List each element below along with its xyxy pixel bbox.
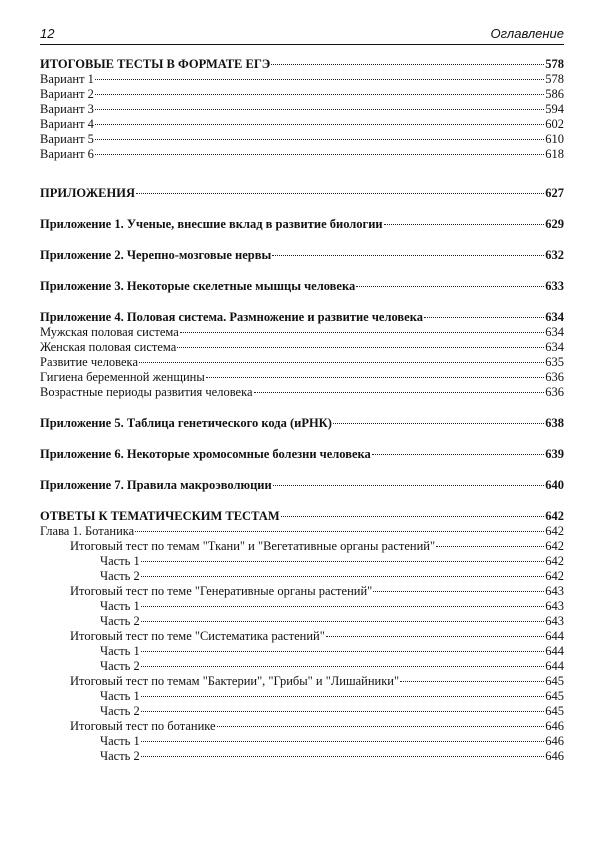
toc-entry-page: 610 [545, 132, 564, 146]
toc-entry-title: Женская половая система [40, 340, 177, 354]
toc-entry-page: 633 [545, 279, 564, 293]
dot-leader [141, 651, 544, 652]
dot-leader [281, 516, 545, 517]
toc-entry-title: Вариант 4 [40, 117, 94, 131]
dot-leader [141, 606, 544, 607]
dot-leader [135, 531, 544, 532]
toc-entry[interactable] [40, 569, 564, 584]
dot-leader [384, 224, 545, 225]
toc-entry-page: 643 [545, 614, 564, 628]
toc-entry-page: 578 [545, 57, 564, 71]
toc-entry-page: 645 [545, 689, 564, 703]
toc-entry-page: 642 [545, 554, 564, 568]
toc-entry-page: 632 [545, 248, 564, 262]
toc-entry-page: 639 [545, 447, 564, 461]
dot-leader [141, 561, 544, 562]
dot-leader [271, 64, 544, 65]
toc-entry[interactable] [40, 734, 564, 749]
dot-leader [326, 636, 544, 637]
toc-entry-title: ПРИЛОЖЕНИЯ [40, 186, 135, 200]
toc-entry-page: 642 [545, 509, 564, 523]
dot-leader [217, 726, 545, 727]
dot-leader [141, 741, 544, 742]
toc-entry-title: Вариант 5 [40, 132, 94, 146]
toc-entry-title: Гигиена беременной женщины [40, 370, 205, 384]
toc-entry-page: 643 [545, 599, 564, 613]
toc-entry-title: Часть 1 [100, 599, 140, 613]
toc-entry[interactable] [40, 147, 564, 162]
toc-entry-page: 646 [545, 749, 564, 763]
toc-entry-page: 644 [545, 644, 564, 658]
toc-entry[interactable] [40, 72, 564, 87]
dot-leader [95, 94, 544, 95]
toc-entry-page: 646 [545, 734, 564, 748]
toc-entry[interactable] [40, 659, 564, 674]
toc-entry[interactable] [40, 385, 564, 400]
toc-entry-title: Итоговый тест по темам "Ткани" и "Вегетативные органы растений" [70, 539, 436, 553]
toc-entry-title: Возрастные периоды развития человека [40, 385, 253, 399]
dot-leader [141, 621, 544, 622]
page-header [40, 26, 564, 45]
toc-spacer [40, 232, 564, 248]
toc-spacer [40, 263, 564, 279]
toc-entry-page: 627 [545, 186, 564, 200]
toc-entry-page: 634 [545, 340, 564, 354]
toc-spacer [40, 400, 564, 416]
toc-entry[interactable] [40, 279, 564, 294]
dot-leader [95, 79, 544, 80]
toc-entry-page: 636 [545, 370, 564, 384]
toc-entry-page: 638 [545, 416, 564, 430]
toc-entry[interactable] [40, 478, 564, 493]
toc-entry-title: Часть 2 [100, 749, 140, 763]
toc-entry-title: Приложение 7. Правила макроэволюции [40, 478, 272, 492]
toc-entry-title: Приложение 5. Таблица генетического кода (иРНК) [40, 416, 332, 430]
toc-entry-title: Вариант 6 [40, 147, 94, 161]
toc-entry-page: 634 [545, 310, 564, 324]
page-number: 12 [40, 26, 55, 41]
dot-leader [372, 454, 544, 455]
dot-leader [141, 576, 544, 577]
dot-leader [95, 154, 544, 155]
toc-entry-page: 646 [545, 719, 564, 733]
toc-entry[interactable] [40, 524, 564, 539]
toc-entry[interactable] [40, 644, 564, 659]
toc-entry-title: Итоговый тест по теме "Генеративные органы растений" [70, 584, 373, 598]
dot-leader [254, 392, 545, 393]
toc-entry-title: Вариант 1 [40, 72, 94, 86]
dot-leader [139, 362, 544, 363]
toc-entry-page: 642 [545, 539, 564, 553]
toc-entry[interactable] [40, 355, 564, 370]
toc-entry-page: 594 [545, 102, 564, 116]
toc-entry-page: 645 [545, 674, 564, 688]
toc-entry[interactable] [40, 325, 564, 340]
dot-leader [141, 756, 544, 757]
dot-leader [424, 317, 544, 318]
toc-entry-title: Приложение 4. Половая система. Размножение и развитие человека [40, 310, 423, 324]
toc-entry[interactable] [40, 87, 564, 102]
dot-leader [206, 377, 545, 378]
dot-leader [373, 591, 544, 592]
toc-entry-title: Итоговый тест по ботанике [70, 719, 216, 733]
toc-entry-title: Итоговый тест по темам "Бактерии", "Грибы" и "Лишайники" [70, 674, 400, 688]
toc-entry-page: 642 [545, 524, 564, 538]
toc-entry-page: 644 [545, 629, 564, 643]
toc-entry[interactable] [40, 689, 564, 704]
toc-entry[interactable] [40, 248, 564, 263]
toc-entry[interactable] [40, 340, 564, 355]
toc-entry-title: ИТОГОВЫЕ ТЕСТЫ В ФОРМАТЕ ЕГЭ [40, 57, 271, 71]
toc-entry-title: Мужская половая система [40, 325, 179, 339]
dot-leader [180, 332, 545, 333]
dot-leader [177, 347, 544, 348]
dot-leader [273, 485, 545, 486]
toc-entry[interactable] [40, 370, 564, 385]
toc-entry[interactable] [40, 554, 564, 569]
toc-entry-title: Развитие человека [40, 355, 138, 369]
toc-entry-title: Часть 1 [100, 644, 140, 658]
toc-entry[interactable] [40, 629, 564, 644]
toc-entry[interactable] [40, 132, 564, 147]
toc-entry-page: 586 [545, 87, 564, 101]
toc-entry-title: Часть 1 [100, 554, 140, 568]
dot-leader [356, 286, 544, 287]
toc-entry[interactable] [40, 539, 564, 554]
toc-entry[interactable] [40, 310, 564, 325]
toc-entry-page: 629 [545, 217, 564, 231]
toc-entry-title: Часть 2 [100, 704, 140, 718]
toc-spacer [40, 431, 564, 447]
toc-entry[interactable] [40, 416, 564, 431]
dot-leader [141, 711, 544, 712]
toc-entry-page: 642 [545, 569, 564, 583]
toc-entry[interactable] [40, 749, 564, 764]
toc-entry-page: 643 [545, 584, 564, 598]
toc-entry-title: Часть 2 [100, 659, 140, 673]
toc-entry[interactable] [40, 102, 564, 117]
toc-entry-title: Приложение 2. Черепно-мозговые нервы [40, 248, 272, 262]
dot-leader [400, 681, 544, 682]
dot-leader [95, 124, 544, 125]
toc-entry[interactable] [40, 674, 564, 689]
toc-entry[interactable] [40, 186, 564, 201]
toc-entry-page: 645 [545, 704, 564, 718]
dot-leader [136, 193, 544, 194]
toc-entry[interactable] [40, 117, 564, 132]
toc-entry[interactable] [40, 217, 564, 232]
toc-entry[interactable] [40, 704, 564, 719]
toc-entry[interactable] [40, 614, 564, 629]
dot-leader [272, 255, 544, 256]
dot-leader [141, 696, 544, 697]
toc-entry-title: Вариант 2 [40, 87, 94, 101]
dot-leader [95, 139, 544, 140]
toc-spacer [40, 493, 564, 509]
toc-entry[interactable] [40, 447, 564, 462]
toc-entry-title: Итоговый тест по теме "Систематика растений" [70, 629, 325, 643]
toc-entry-title: Приложение 3. Некоторые скелетные мышцы человека [40, 279, 356, 293]
toc-entry[interactable] [40, 599, 564, 614]
table-of-contents [40, 57, 564, 764]
dot-leader [436, 546, 544, 547]
running-title: Оглавление [490, 26, 564, 41]
toc-entry[interactable] [40, 57, 564, 72]
toc-entry-title: Часть 1 [100, 689, 140, 703]
dot-leader [141, 666, 544, 667]
toc-entry-title: Часть 1 [100, 734, 140, 748]
dot-leader [95, 109, 544, 110]
toc-entry-title: ОТВЕТЫ К ТЕМАТИЧЕСКИМ ТЕСТАМ [40, 509, 280, 523]
toc-spacer [40, 294, 564, 310]
toc-entry[interactable] [40, 509, 564, 524]
toc-entry-page: 602 [545, 117, 564, 131]
toc-entry-page: 578 [545, 72, 564, 86]
toc-entry-page: 618 [545, 147, 564, 161]
dot-leader [333, 423, 544, 424]
toc-spacer [40, 162, 564, 186]
toc-entry-page: 636 [545, 385, 564, 399]
toc-entry-page: 640 [545, 478, 564, 492]
toc-entry-title: Приложение 1. Ученые, внесшие вклад в развитие биологии [40, 217, 383, 231]
toc-entry-title: Вариант 3 [40, 102, 94, 116]
toc-entry-page: 634 [545, 325, 564, 339]
toc-entry-title: Глава 1. Ботаника [40, 524, 135, 538]
toc-entry-page: 635 [545, 355, 564, 369]
toc-entry-title: Часть 2 [100, 614, 140, 628]
toc-spacer [40, 201, 564, 217]
toc-spacer [40, 462, 564, 478]
toc-entry[interactable] [40, 584, 564, 599]
toc-entry-title: Приложение 6. Некоторые хромосомные болезни человека [40, 447, 371, 461]
toc-entry-page: 644 [545, 659, 564, 673]
toc-entry[interactable] [40, 719, 564, 734]
toc-entry-title: Часть 2 [100, 569, 140, 583]
